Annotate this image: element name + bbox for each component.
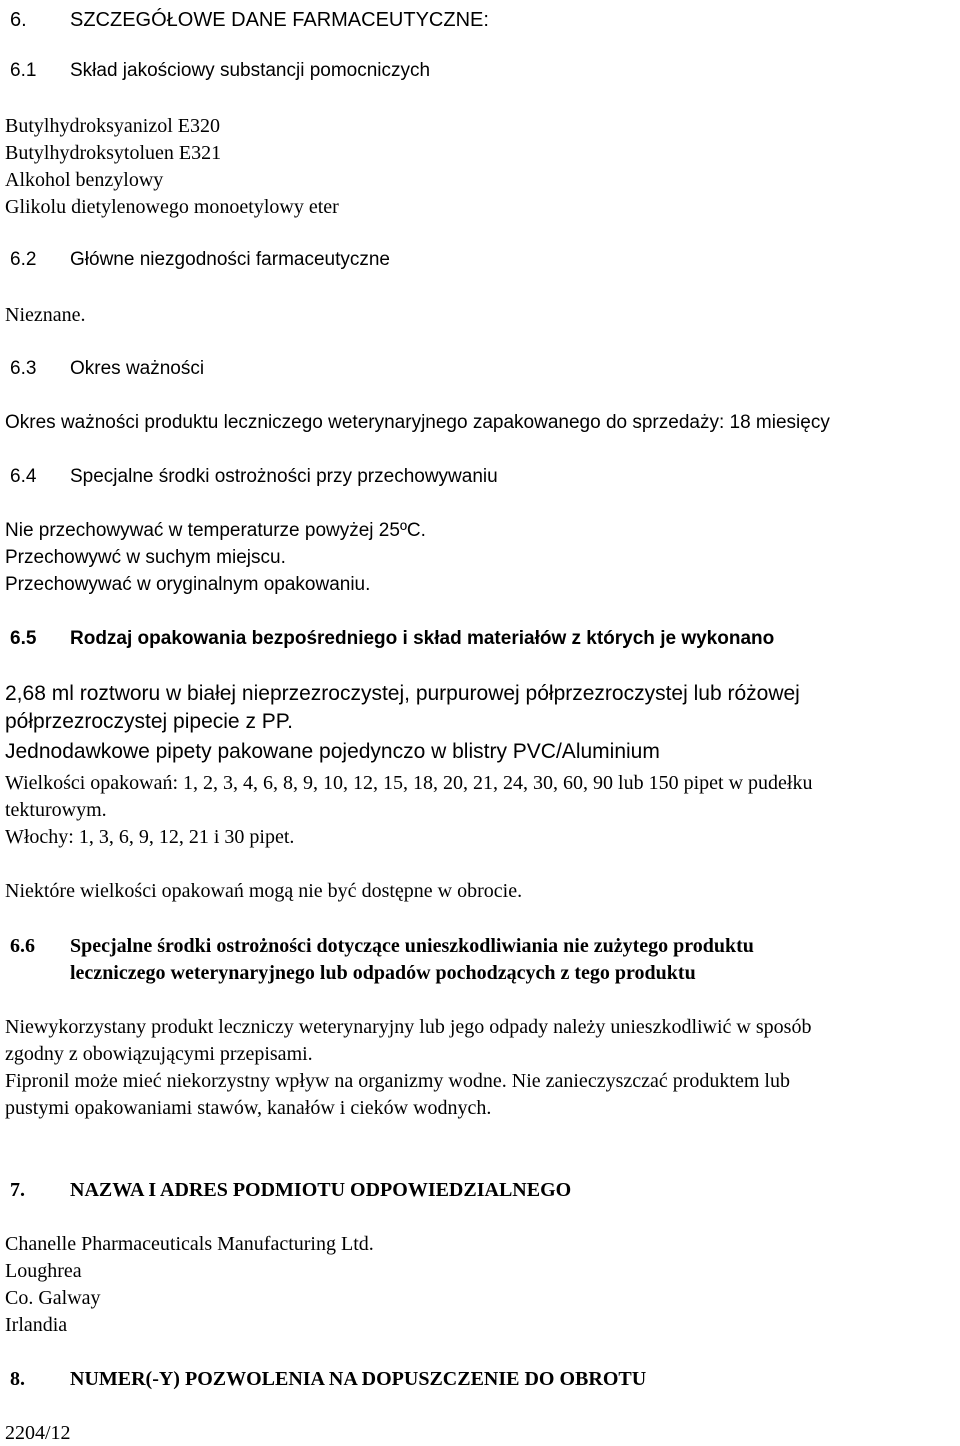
section-number: 6.5: [10, 628, 37, 649]
storage-line: Przechowywć w suchym miejscu.: [5, 547, 286, 568]
section-number: 6.3: [10, 358, 37, 379]
disposal-line: zgodny z obowiązującymi przepisami.: [5, 1043, 313, 1065]
excipient-item: Butylhydroksytoluen E321: [5, 142, 222, 164]
address-line: Irlandia: [5, 1314, 68, 1336]
storage-line: Przechowywać w oryginalnym opakowaniu.: [5, 574, 371, 595]
section-number: 7.: [10, 1179, 25, 1201]
section-title: Skład jakościowy substancji pomocniczych: [70, 60, 431, 81]
storage-line: Nie przechowywać w temperaturze powyżej 25ºC.: [5, 520, 426, 541]
section-title: Okres ważności: [70, 358, 205, 379]
section-number: 6.2: [10, 249, 37, 270]
section-number: 6.6: [10, 935, 35, 957]
section-title: Specjalne środki ostrożności dotyczące unieszkodliwiania nie zużytego produktu: [70, 935, 754, 957]
address-line: Chanelle Pharmaceuticals Manufacturing Ltd.: [5, 1233, 374, 1255]
excipient-item: Butylhydroksyanizol E320: [5, 115, 220, 137]
shelf-life-text: Okres ważności produktu leczniczego weterynaryjnego zapakowanego do sprzedaży: 18 miesięcy: [5, 412, 830, 433]
packaging-line: tekturowym.: [5, 799, 107, 821]
section-title: leczniczego weterynaryjnego lub odpadów pochodzących z tego produktu: [70, 962, 696, 984]
disposal-line: Fipronil może mieć niekorzystny wpływ na organizmy wodne. Nie zanieczyszczać produktem lub: [5, 1070, 790, 1092]
section-title: Specjalne środki ostrożności przy przechowywaniu: [70, 466, 498, 487]
section-title: Główne niezgodności farmaceutyczne: [70, 249, 391, 270]
packaging-line: półprzezroczystej pipecie z PP.: [5, 710, 293, 733]
incompatibilities-text: Nieznane.: [5, 304, 86, 326]
section-number: 8.: [10, 1368, 25, 1390]
packaging-availability-note: Niektóre wielkości opakowań mogą nie być dostępne w obrocie.: [5, 880, 523, 902]
packaging-line: 2,68 ml roztworu w białej nieprzezroczystej, purpurowej półprzezroczystej lub różowej: [5, 682, 800, 705]
address-line: Loughrea: [5, 1260, 82, 1282]
section-number: 6.: [10, 9, 27, 31]
section-title: SZCZEGÓŁOWE DANE FARMACEUTYCZNE:: [70, 9, 489, 31]
section-number: 6.4: [10, 466, 37, 487]
section-number: 6.1: [10, 60, 37, 81]
excipient-item: Alkohol benzylowy: [5, 169, 164, 191]
disposal-line: Niewykorzystany produkt leczniczy weterynaryjny lub jego odpady należy unieszkodliwić w sposób: [5, 1016, 812, 1038]
section-title: NAZWA I ADRES PODMIOTU ODPOWIEDZIALNEGO: [70, 1179, 572, 1201]
authorisation-number: 2204/12: [5, 1422, 71, 1444]
address-line: Co. Galway: [5, 1287, 101, 1309]
packaging-line: Włochy: 1, 3, 6, 9, 12, 21 i 30 pipet.: [5, 826, 295, 848]
section-title: Rodzaj opakowania bezpośredniego i skład materiałów z których je wykonano: [70, 628, 775, 649]
disposal-line: pustymi opakowaniami stawów, kanałów i cieków wodnych.: [5, 1097, 492, 1119]
section-title: NUMER(-Y) POZWOLENIA NA DOPUSZCZENIE DO OBROTU: [70, 1368, 647, 1390]
excipient-item: Glikolu dietylenowego monoetylowy eter: [5, 196, 339, 218]
packaging-line: Jednodawkowe pipety pakowane pojedynczo w blistry PVC/Aluminium: [5, 740, 660, 763]
packaging-line: Wielkości opakowań: 1, 2, 3, 4, 6, 8, 9, 10, 12, 15, 18, 20, 21, 24, 30, 60, 90 lub 150 pipet w pudełku: [5, 772, 813, 794]
